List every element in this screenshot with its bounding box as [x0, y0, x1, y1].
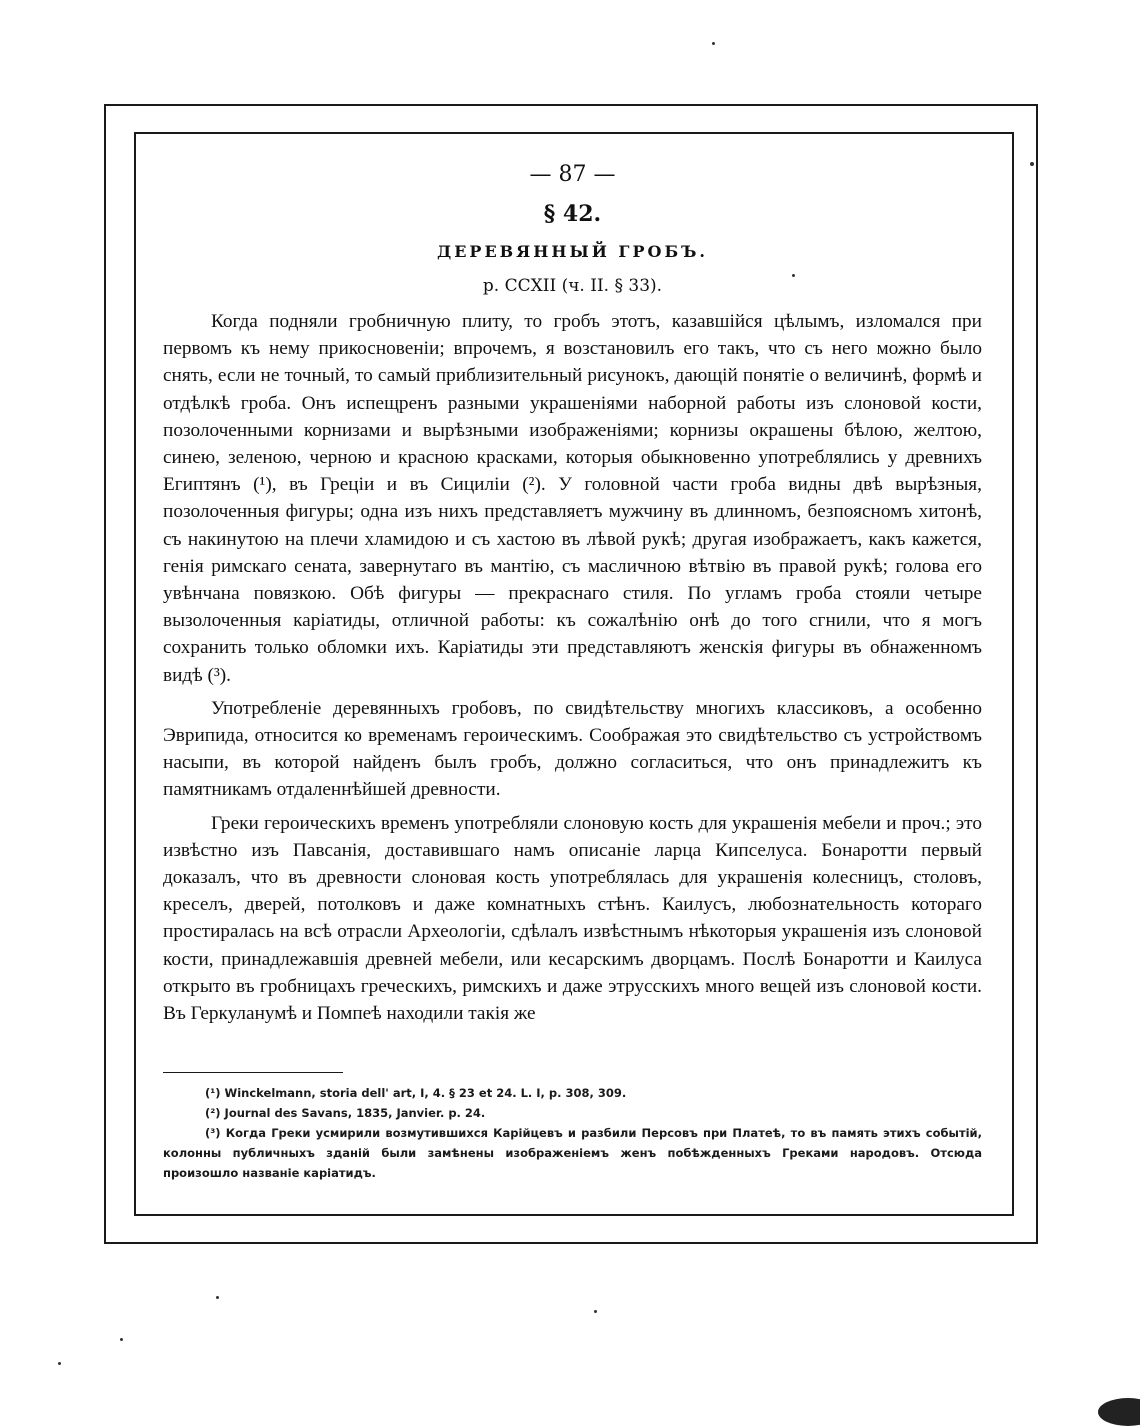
page-number: — 87 —: [529, 162, 616, 187]
footnote-3: (³) Когда Греки усмирили возмутившихся Карійцевъ и разбили Персовъ при Платеѣ, то въ память этихъ событій, колонны публичныхъ зданій были замѣнены изображеніемъ женъ побѣжденныхъ Греками народовъ. Отсюда произошло названіе каріатидъ.: [163, 1126, 982, 1180]
footnote-divider: [163, 1072, 343, 1073]
scan-speck: [58, 1362, 61, 1365]
scan-speck: [120, 1338, 123, 1341]
footnote-1: (¹) Winckelmann, storia dell' art, I, 4. § 23 et 24. L. I, p. 308, 309.: [205, 1086, 627, 1100]
scan-speck: [216, 1296, 219, 1299]
paragraph-3: Греки героическихъ временъ употребляли слоновую кость для украшенія мебели и проч.; это извѣстно изъ Павсанія, доставившаго намъ описаніе ларца Кипселуса. Бонаротти первый доказалъ, что въ древности слоновая кость употреблялась для украшенія колесницъ, столовъ, креселъ, дверей, потолковъ и даже комнатныхъ стѣнъ. Каилусъ, любознательность котораго простиралась на всѣ отрасли Археологіи, сдѣлалъ извѣстнымъ нѣкоторыя украшенія изъ слоновой кости, принадлежавшія древней мебели, или кесарскимъ дворцамъ. Послѣ Бонаротти и Каилуса открыто въ гробницахъ греческихъ, римскихъ и даже этрусскихъ много вещей изъ слоновой кости. Въ Геркуланумѣ и Помпеѣ находили такія же: [163, 812, 982, 1025]
scan-blot: [1098, 1398, 1140, 1426]
scan-speck: [712, 42, 715, 45]
section-title: ДЕРЕВЯННЫЙ ГРОБЪ.: [437, 242, 708, 261]
scan-speck: [1030, 162, 1034, 166]
footnotes: [163, 1083, 982, 1183]
paragraph-2: Употребленіе деревянныхъ гробовъ, по свидѣтельству многихъ классиковъ, а особенно Эврипида, относится ко временамъ героическимъ. Соображая это свидѣтельство съ устройствомъ насыпи, въ которой найденъ былъ гробъ, должно согласиться, что онъ принадлежитъ къ памятникамъ отдаленнѣйшей древности.: [163, 697, 982, 801]
scan-speck: [594, 1310, 597, 1313]
paragraph-1: Когда подняли гробничную плиту, то гробъ этотъ, казавшійся цѣлымъ, изломался при первомъ къ нему прикосновеніи; впрочемъ, я возстановилъ его такъ, что съ него можно было снять, если не точный, то самый приблизительный рисунокъ, дающій понятіе о величинѣ, формѣ и отдѣлкѣ гроба. Онъ испещренъ разными украшеніями наборной работы изъ слоновой кости, позолоченными корнизами и вырѣзными изображеніями; корнизы окрашены бѣлою, желтою, синею, зеленою, черною и красною красками, которыя обыкновенно употреблялись у древнихъ Египтянъ (¹), въ Греціи и въ Сициліи (²). У головной части гроба видны двѣ вырѣзныя, позолоченныя фигуры; одна изъ нихъ представляетъ мужчину въ длинномъ, безпоясномъ хитонѣ, съ накинутою на плечи хламидою и съ хастою въ лѣвой рукѣ; другая изображаетъ, какъ кажется, генія римскаго сената, завернутаго въ мантію, съ масличною вѣтвію въ правой рукѣ; голова его увѣнчана повязкою. Обѣ фигуры — прекраснаго стиля. По угламъ гроба стояли четыре вызолоченныя каріатиды, отличной работы: къ сожалѣнію онѣ до того сгнили, что я могъ сохранить только обломки ихъ. Каріатиды эти представляютъ женскія фигуры въ обнаженномъ видѣ (³).: [163, 311, 982, 686]
footnote-2: (²) Journal des Savans, 1835, Janvier. p. 24.: [205, 1106, 486, 1120]
plate-reference: р. CCXII (ч. II. § 33).: [482, 276, 663, 296]
page-content: [163, 150, 982, 1033]
body-text: [163, 308, 982, 1027]
scan-speck: [792, 274, 795, 277]
section-number: § 42.: [543, 201, 602, 227]
